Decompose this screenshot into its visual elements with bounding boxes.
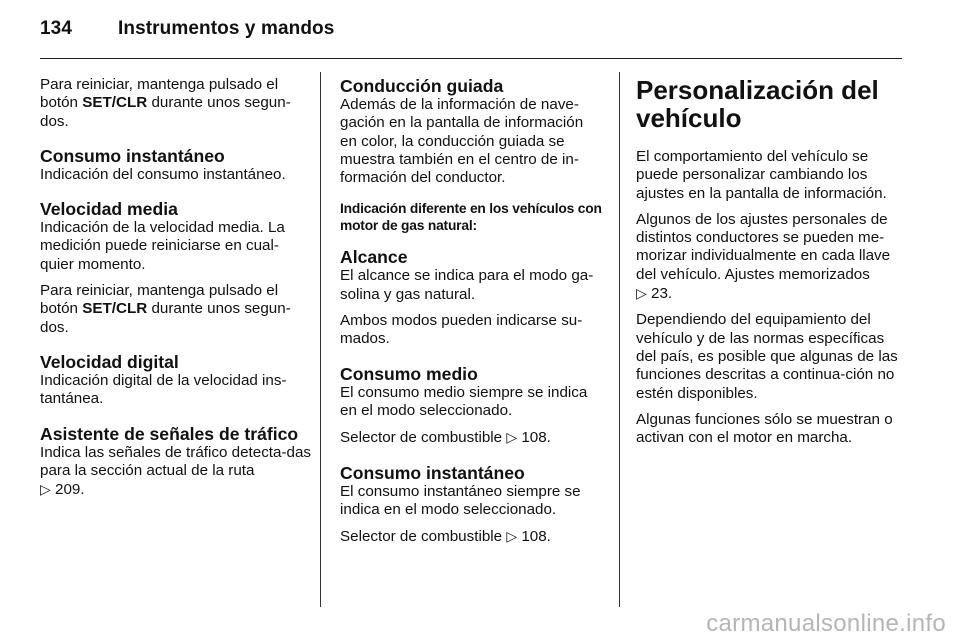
paragraph-alcance: El alcance se indica para el modo ga-solina y gas natural. <box>340 267 594 303</box>
paragraph-selector-1: Selector de combustible ▷ 108. <box>340 429 551 447</box>
heading-alcance: Alcance <box>340 247 408 268</box>
heading-asistente-senales: Asistente de señales de tráfico <box>40 423 299 444</box>
paragraph-personalizacion-3: Dependiendo del equipamiento del vehículo y de las normas específicas del país, es posible que algunas de las funciones descritas a continua-ción no estén disponibles. <box>636 311 898 402</box>
page-reference[interactable]: 23. <box>651 285 673 303</box>
page-number: 134 <box>40 18 73 39</box>
heading-consumo-instantaneo: Consumo instantáneo <box>40 145 225 166</box>
paragraph-personalizacion-4: Algunas funciones sólo se muestran o activan con el motor en marcha. <box>636 410 893 447</box>
heading-velocidad-media: Velocidad media <box>40 199 178 220</box>
column-divider-1 <box>320 72 321 607</box>
paragraph-conduccion-guiada: Además de la información de nave-gación en la pantalla de información en color, la conducción guiada se muestra también en el centro de in-formación del conductor. <box>340 96 584 187</box>
paragraph-reset-2: Para reiniciar, mantenga pulsado el botón SET/CLR durante unos segun-dos. <box>40 282 291 336</box>
page-ref-arrow-icon: ▷ <box>506 528 518 545</box>
page-header <box>40 18 334 40</box>
paragraph-consumo: Indicación del consumo instantáneo. <box>40 165 286 183</box>
paragraph-velocidad-digital: Indicación digital de la velocidad ins-tantánea. <box>40 371 287 408</box>
page-ref-arrow-icon: ▷ <box>40 481 51 498</box>
paragraph-ambos-modos: Ambos modos pueden indicarse su-mados. <box>340 312 583 348</box>
paragraph-personalizacion-1: El comportamiento del vehículo se puede personalizar cambiando los ajustes en la pantalla de información. <box>636 148 887 202</box>
page-reference[interactable]: 108. <box>521 429 551 447</box>
set-clr-button-name: SET/CLR <box>82 94 148 112</box>
column-2 <box>340 76 602 554</box>
page-reference[interactable]: 108. <box>521 528 551 546</box>
heading-personalizacion: Personalización del vehículo <box>636 75 879 133</box>
heading-conduccion-guiada: Conducción guiada <box>340 76 504 96</box>
paragraph-asistente: Indica las señales de tráfico detecta-das para la sección actual de la ruta ▷ 209. <box>40 443 312 499</box>
paragraph-consumo-instantaneo-gas: El consumo instantáneo siempre se indica en el modo seleccionado. <box>340 482 581 518</box>
heading-gas-natural: Indicación diferente en los vehículos con motor de gas natural: <box>340 201 602 234</box>
column-divider-2 <box>619 72 620 607</box>
heading-consumo-medio: Consumo medio <box>340 363 478 384</box>
heading-consumo-instantaneo-gas: Consumo instantáneo <box>340 462 525 483</box>
watermark: carmanualsonline.info <box>706 610 946 637</box>
heading-velocidad-digital: Velocidad digital <box>40 351 179 372</box>
page-reference[interactable]: 209. <box>55 481 85 499</box>
paragraph-reset-1: Para reiniciar, mantenga pulsado el botón SET/CLR durante unos segun-dos. <box>40 76 291 130</box>
page-ref-arrow-icon: ▷ <box>636 285 647 302</box>
paragraph-consumo-medio: El consumo medio siempre se indica en el modo seleccionado. <box>340 383 588 419</box>
column-1 <box>40 76 312 507</box>
header-rule <box>40 58 902 59</box>
page-ref-arrow-icon: ▷ <box>506 429 518 446</box>
paragraph-personalizacion-2: Algunos de los ajustes personales de distintos conductores se pueden me-morizar individualmente en cada llave del vehículo. Ajustes memorizados ▷ 23. <box>636 210 891 303</box>
column-3 <box>636 76 902 455</box>
set-clr-button-name: SET/CLR <box>82 300 148 318</box>
page-title: Instrumentos y mandos <box>118 18 335 39</box>
paragraph-velocidad-media: Indicación de la velocidad media. La medición puede reiniciarse en cual-quier momento. <box>40 219 285 273</box>
paragraph-selector-2: Selector de combustible ▷ 108. <box>340 528 551 546</box>
